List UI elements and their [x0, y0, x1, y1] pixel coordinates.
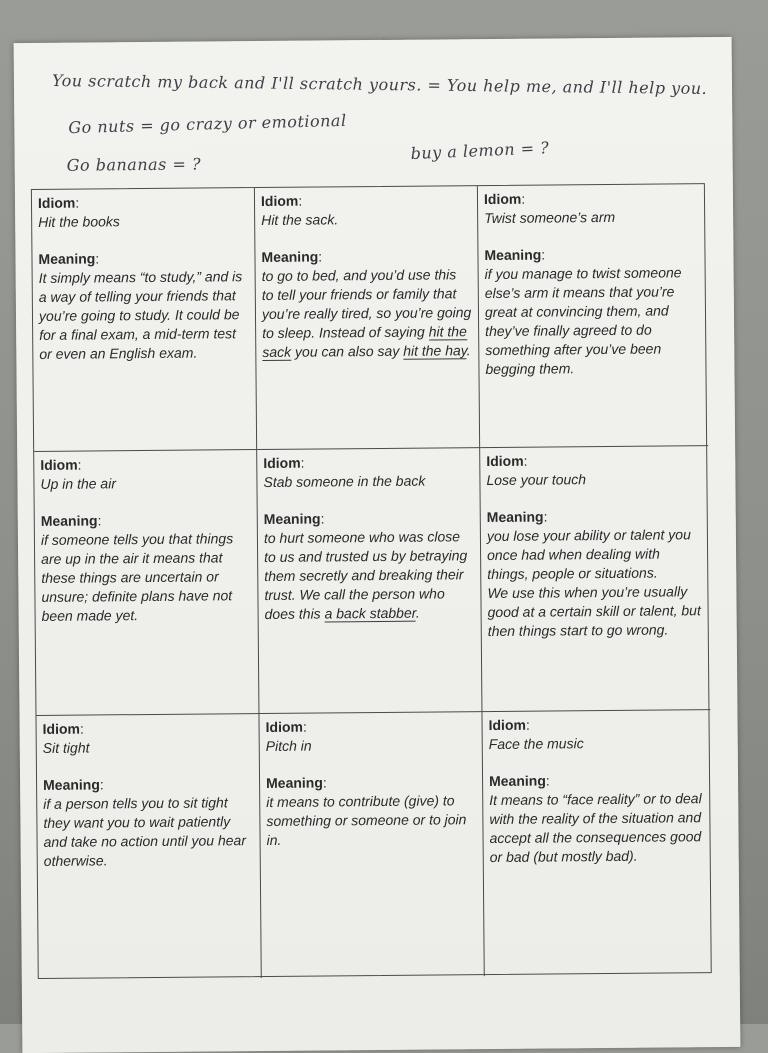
meaning-text: if a person tells you to sit tight they want you to wait patiently and take no action until you hear otherwise. [43, 794, 247, 869]
meaning-text [262, 265, 473, 362]
idiom-name: Lose your touch [486, 471, 587, 489]
meaning-text-usage: We use this when you’re usually good at a certain skill or talent, but then things start to go wrong. [487, 583, 701, 640]
worksheet-paper [14, 37, 741, 1053]
handwritten-note-scratch-back: You scratch my back and I'll scratch yours. = You help me, and I'll help you. [51, 70, 708, 98]
idiom-name: Hit the books [38, 213, 120, 230]
underlined-phrase: a back stabber [324, 604, 416, 622]
meaning-label: Meaning : [489, 770, 705, 791]
meaning-text: if you manage to twist someone else’s arm it means that you’re great at convincing them, and they’ve finally agreed to do something after you’ve been begging them. [484, 264, 682, 378]
idiom-card-pitch-in [259, 712, 484, 978]
idiom-label: Idiom : [38, 195, 79, 211]
meaning-label: Meaning : [38, 248, 248, 269]
meaning-text: if someone tells you that things are up in the air it means that these things are uncertain or unsure; definite plans have not been made yet. [40, 530, 234, 624]
handwritten-note-go-nuts: Go nuts = go crazy or emotional [68, 110, 347, 138]
idiom-label: Idiom : [489, 717, 530, 733]
meaning-text-part: . [466, 342, 471, 359]
idiom-card-up-in-the-air [34, 450, 259, 716]
idiom-label: Idiom : [43, 721, 84, 737]
idiom-label: Idiom : [263, 455, 304, 471]
meaning-text: you lose your ability or talent you once had when dealing with things, people or situations. [486, 526, 691, 583]
idiom-card-hit-the-books [32, 188, 257, 452]
handwritten-note-buy-a-lemon: buy a lemon = ? [410, 138, 550, 164]
meaning-text-part: you can also say [291, 342, 404, 360]
meaning-text-part: . [415, 604, 420, 621]
meaning-label: Meaning : [41, 510, 251, 531]
meaning-text-part: to hurt someone who was close to us and trusted us by betraying them secretly and breaking their trust. We call the person who does this [263, 528, 468, 622]
meaning-text: It means to “face reality” or to deal with the reality of the situation and accept all the consequences good or bad (but mostly bad). [489, 790, 702, 866]
idiom-card-twist-someones-arm [478, 184, 708, 448]
idiom-table [31, 183, 712, 979]
meaning-text: it means to contribute (give) to something or someone or to join in. [266, 792, 467, 848]
idiom-card-lose-your-touch [480, 446, 710, 712]
idiom-name: Up in the air [40, 475, 117, 492]
idiom-name: Pitch in [265, 737, 312, 754]
idiom-label: Idiom : [40, 457, 81, 473]
meaning-label: Meaning : [487, 506, 703, 527]
idiom-label: Idiom : [266, 719, 307, 735]
underlined-phrase: hit the hay [403, 342, 467, 359]
idiom-card-face-the-music [482, 710, 712, 976]
idiom-label: Idiom : [486, 453, 527, 469]
meaning-label: Meaning : [43, 774, 253, 795]
handwritten-note-go-bananas: Go bananas = ? [66, 154, 202, 175]
idiom-name: Face the music [488, 735, 584, 753]
idiom-name: Sit tight [42, 739, 90, 756]
meaning-label: Meaning : [484, 244, 700, 265]
meaning-label: Meaning : [266, 772, 476, 793]
meaning-label: Meaning : [264, 508, 474, 529]
meaning-text-part: to go to bed, and you’d use this to tell your friends or family that you’re really tired, so you’re going to sleep. Instead of saying [261, 266, 472, 341]
meaning-text: It simply means “to study,” and is a way of telling your friends that you’re going to study. It could be for a final exam, a mid-term test or even an English exam. [38, 268, 243, 362]
underlined-phrase: hit the sack [262, 323, 467, 360]
idiom-name: Hit the sack. [261, 211, 339, 228]
idiom-name: Twist someone’s arm [484, 208, 616, 227]
idiom-card-hit-the-sack [255, 186, 480, 450]
idiom-label: Idiom : [261, 193, 302, 209]
idiom-name: Stab someone in the back [263, 472, 426, 490]
idiom-label: Idiom : [484, 191, 525, 207]
meaning-text [264, 527, 475, 624]
idiom-card-stab-someone-in-the-back [257, 448, 482, 714]
meaning-label: Meaning : [261, 246, 471, 267]
idiom-card-sit-tight [36, 714, 261, 980]
